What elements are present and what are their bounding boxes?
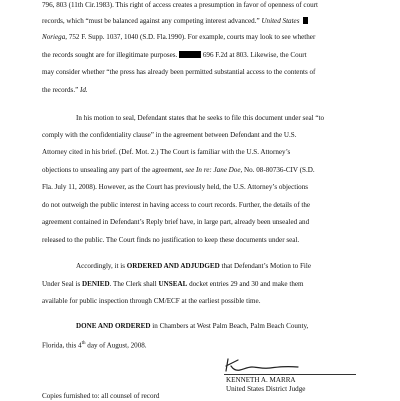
redaction-bar: [303, 17, 308, 24]
text-line: [76, 322, 382, 331]
text-span: objections to unsealing any part of the agreement,: [42, 166, 186, 174]
text-span: available for public inspection through CM/ECF at the earliest possible time.: [42, 297, 261, 305]
text-line: [42, 148, 382, 157]
text-span: released to the public. The Court finds no justification to keep these documents under seal.: [42, 236, 300, 244]
text-line: [42, 86, 382, 95]
text-line: [42, 183, 382, 192]
case-name: United States: [261, 17, 300, 25]
text-line: [42, 201, 382, 210]
text-span: In his motion to seal, Defendant states that he seeks to file this document under seal “to: [76, 114, 325, 122]
text-line: [42, 339, 382, 350]
text-line: [42, 166, 382, 175]
text-span: , No. 08-80736-CIV (S.D.: [240, 166, 315, 174]
text-span: in Chambers at West Palm Beach, Palm Beach County,: [150, 322, 309, 330]
text-span: records, which “must be balanced against any competing interest advanced.”: [42, 17, 262, 25]
text-line: [42, 280, 382, 289]
text-span: day of August, 2008.: [85, 341, 147, 350]
text-line: [42, 236, 382, 245]
text-line: [42, 1, 382, 10]
text-line: [76, 262, 382, 271]
ruling-unseal: UNSEAL: [158, 280, 188, 288]
judge-title: United States District Judge: [226, 385, 306, 393]
text-line: [76, 114, 382, 123]
text-span: 796, 803 (11th Cir.1983). This right of access creates a presumption in favor of openness of court: [42, 1, 319, 9]
done-and-ordered: DONE AND ORDERED: [76, 322, 151, 330]
signature-stroke: [226, 359, 298, 371]
text-span: the records sought are for illegitimate purposes.: [42, 51, 180, 59]
text-span: Under Seal is: [42, 280, 82, 288]
ruling-denied: DENIED: [82, 280, 110, 288]
text-line: [42, 51, 382, 60]
text-span: docket entries 29 and 30 and make them: [187, 280, 304, 288]
text-span: Florida, this 4: [42, 341, 82, 350]
text-span: agreement contained in Defendant’s Reply brief have, in large part, already been unsealed and: [42, 218, 310, 226]
case-name: see In re: Jane Doe: [185, 166, 241, 174]
case-name: Noriega: [42, 33, 66, 41]
text-span: Copies furnished to: all counsel of record: [42, 392, 160, 400]
text-line: [42, 17, 382, 26]
text-line: [42, 33, 382, 42]
text-line: [42, 218, 382, 227]
redaction-bar: [179, 51, 201, 58]
text-line: [42, 68, 382, 77]
text-span: Attorney cited in his brief. (Def. Mot. 2.) The Court is familiar with the U.S. Attorney’s: [42, 148, 291, 156]
text-span: the records.”: [42, 86, 81, 94]
text-span: do not outweigh the public interest in having access to court records. Further, the details of the: [42, 201, 311, 209]
citation: Id.: [80, 86, 88, 94]
judge-name: KENNETH A. MARRA: [226, 376, 296, 384]
text-span: 696 F.2d at 803. Likewise, the Court: [201, 51, 307, 59]
ordinal-suffix: th: [81, 341, 86, 346]
text-span: may consider whether “the press has already been permitted substantial access to the contents of: [42, 68, 316, 76]
text-line: [42, 297, 382, 306]
text-span: . The Clerk shall: [109, 280, 159, 288]
text-span: , 752 F. Supp. 1037, 1040 (S.D. Fla.1990). For example, courts may look to see whether: [65, 33, 316, 41]
text-span: Fla. July 11, 2008). However, as the Court has previously held, the U.S. Attorney’s objections: [42, 183, 309, 191]
text-line: [42, 131, 382, 140]
signature-line: [224, 374, 356, 375]
text-span: Accordingly, it is: [76, 262, 127, 270]
text-span: that Defendant’s Motion to File: [219, 262, 312, 270]
text-span: comply with the confidentiality clause” in the agreement between Defendant and the U.S.: [42, 131, 297, 139]
order-heading: ORDERED AND ADJUDGED: [126, 262, 220, 270]
